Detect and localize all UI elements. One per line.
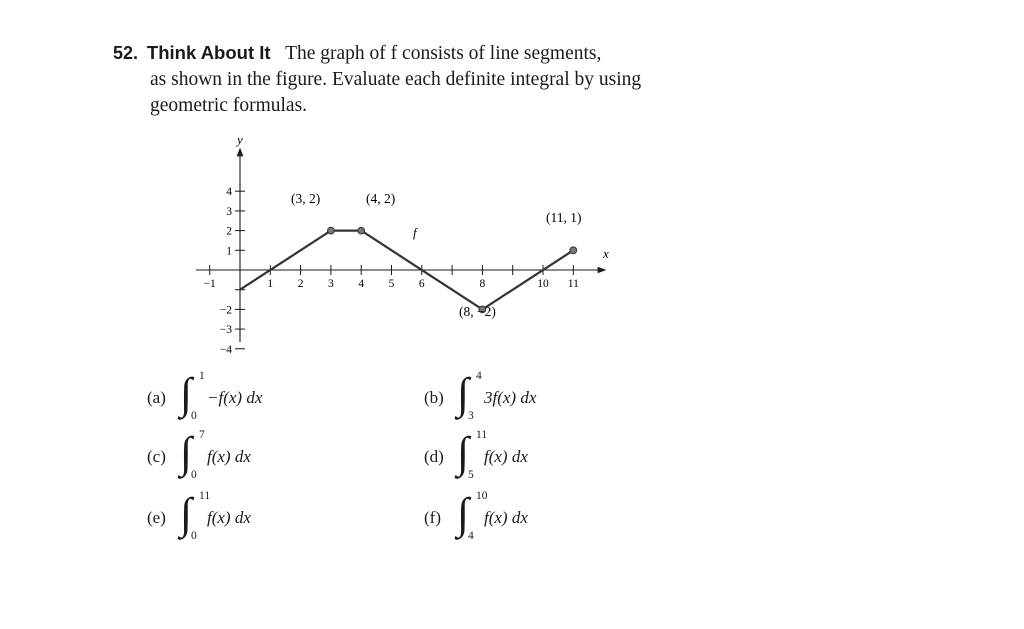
- x-tick-label: 8: [479, 278, 486, 290]
- y-tick-label: 2: [226, 225, 232, 238]
- integral-sign-icon: ∫: [457, 369, 470, 418]
- upper-limit: 1: [199, 370, 205, 382]
- lower-limit: 5: [468, 469, 474, 481]
- y-tick-label: −3: [219, 324, 232, 337]
- integrand: f(x) dx: [484, 447, 528, 466]
- x-tick-label: −1: [203, 278, 216, 290]
- problem-number: 52.: [113, 43, 139, 63]
- y-tick-label: 1: [226, 245, 232, 258]
- integrand: f(x) dx: [207, 447, 251, 466]
- part-label: (d): [424, 447, 444, 466]
- vertex-point: [328, 227, 335, 234]
- integrand: f(x) dx: [207, 508, 251, 527]
- axes: [196, 132, 609, 342]
- integral-part: [424, 369, 644, 432]
- integral-part: [147, 369, 367, 432]
- problem-heading: Think About It: [146, 42, 271, 63]
- integral-sign-icon: ∫: [457, 489, 470, 538]
- lower-limit: 4: [468, 530, 474, 542]
- x-axis-label: x: [603, 246, 609, 261]
- y-tick-label: −4: [219, 343, 232, 356]
- integrand: 3f(x) dx: [484, 388, 537, 407]
- y-tick-label: 4: [226, 186, 232, 199]
- x-tick-label: 1: [267, 278, 274, 290]
- integral-sign-icon: ∫: [180, 489, 193, 538]
- upper-limit: 7: [199, 429, 205, 441]
- x-tick-label: 2: [297, 278, 304, 290]
- lower-limit: 0: [191, 530, 197, 542]
- upper-limit: 4: [476, 370, 482, 382]
- point-label: (8, −2): [459, 304, 496, 319]
- upper-limit: 10: [476, 490, 488, 502]
- vertex-point: [570, 247, 577, 254]
- upper-limit: 11: [199, 490, 211, 502]
- problem-text-1: The graph of f consists of line segments,: [285, 43, 602, 64]
- y-tick-label: −2: [219, 304, 232, 317]
- point-label: (3, 2): [291, 191, 321, 206]
- part-label: (a): [147, 388, 166, 407]
- integrand: f(x) dx: [484, 508, 528, 527]
- lower-limit: 0: [191, 410, 197, 422]
- point-label: (4, 2): [366, 191, 396, 206]
- point-label: (11, 1): [546, 210, 582, 225]
- integral-part: [424, 489, 644, 552]
- part-label: (f): [424, 508, 441, 527]
- part-label: (c): [147, 447, 166, 466]
- integral-sign-icon: ∫: [180, 369, 193, 418]
- function-curve: [240, 225, 577, 313]
- integral-part: [147, 489, 367, 552]
- problem-text-2: as shown in the figure. Evaluate each definite integral by using: [150, 69, 642, 90]
- x-tick-label: 10: [537, 278, 549, 290]
- upper-limit: 11: [476, 429, 488, 441]
- problem-text-3: geometric formulas.: [150, 95, 308, 116]
- integral-sign-icon: ∫: [180, 428, 193, 477]
- x-tick-label: 6: [418, 278, 425, 290]
- part-label: (b): [424, 388, 444, 407]
- integrand: −f(x) dx: [207, 388, 263, 407]
- point-labels: [291, 191, 582, 319]
- x-tick-label: 11: [567, 278, 579, 290]
- lower-limit: 0: [191, 469, 197, 481]
- curve-label: f: [413, 225, 417, 240]
- x-tick-label: 5: [388, 278, 395, 290]
- lower-limit: 3: [468, 410, 474, 422]
- part-label: (e): [147, 508, 166, 527]
- x-tick-label: 3: [328, 278, 334, 290]
- y-axis-label: y: [237, 132, 243, 147]
- integral-sign-icon: ∫: [457, 428, 470, 477]
- vertex-point: [358, 227, 365, 234]
- integral-part: [147, 428, 367, 491]
- x-tick-label: 4: [358, 278, 365, 290]
- integral-part: [424, 428, 644, 491]
- y-tick-label: 3: [226, 205, 232, 218]
